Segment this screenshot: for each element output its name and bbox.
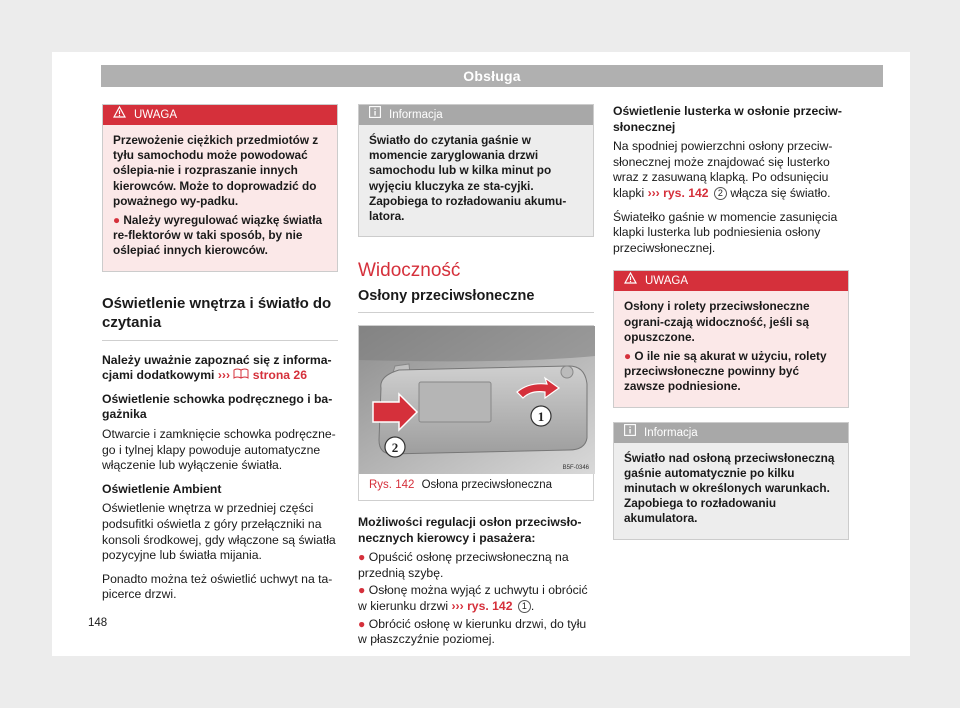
warning-box: [102, 104, 338, 272]
book-icon: [233, 368, 252, 382]
info-icon: [369, 105, 381, 125]
figure-label: Rys. 142: [369, 479, 415, 492]
info-label: Informacja: [389, 109, 443, 121]
callout-number: 1: [518, 600, 531, 613]
warning-header: [614, 271, 848, 291]
figure-caption: [359, 474, 593, 500]
figure-caption-text: Osłona przeciwsłoneczna: [421, 479, 552, 492]
column-middle: [358, 104, 594, 650]
bullet-icon: ●: [113, 213, 124, 228]
sun-visor-illustration: [359, 326, 595, 474]
paragraph-text: włącza się światło.: [730, 185, 831, 200]
section-title: Oświetlenie wnętrza i światło do czytania: [102, 294, 338, 341]
warning-bullet: [624, 349, 838, 395]
marker-1-label: 1: [537, 409, 545, 425]
warning-text: Osłony i rolety przeciwsłoneczne ograni-czają widoczność, jeśli są opuszczone.: [624, 299, 810, 344]
warning-bullet-text: O ile nie są akurat w użyciu, rolety przeciwsłoneczne powinny być zawsze podniesione.: [624, 348, 827, 394]
info-icon: [624, 423, 636, 443]
paragraph-text: Na spodniej powierzchni osłony przeciw-słonecznej może znajdować się lusterko wraz z zasuwaną klapką. Po odsunięciu klapki: [613, 139, 833, 200]
list-item-text: Opuścić osłonę przeciwsłoneczną na przednią szybę.: [358, 550, 569, 580]
callout-number: 2: [714, 187, 727, 200]
page-number: 148: [88, 617, 108, 629]
warning-icon: [113, 105, 126, 125]
paragraph: Oświetlenie wnętrza w przedniej części podsufitki oświetla z góry przełączniki na konsoli środkowej, gdy włączone są światła pozycyjne lub światła mijania.: [102, 501, 336, 563]
warning-bullet-text: Należy wyregulować wiązkę światła re-flektorów w taki sposób, by nie oślepiać innych kierowców.: [113, 213, 323, 258]
subsection-title: Oświetlenie schowka podręcznego i ba-gażnika: [102, 391, 333, 422]
paragraph: Otwarcie i zamknięcie schowka podręczne-go i tylnej klapy powoduje automatyczne włączenie lub wyłączenie światła.: [102, 427, 336, 473]
paragraph: [613, 139, 849, 201]
list-item-text: Obrócić osłonę w kierunku drzwi, do tyłu w płaszczyźnie poziomej.: [358, 616, 587, 647]
bullet-icon: ●: [358, 550, 369, 565]
subsection-title: Oświetlenie Ambient: [102, 481, 222, 496]
marker-2-label: 2: [391, 440, 399, 456]
warning-label: UWAGA: [134, 109, 178, 121]
info-box: [358, 104, 594, 237]
warning-label: UWAGA: [645, 275, 689, 288]
figure-link[interactable]: rys. 142: [467, 598, 513, 613]
warning-header: [103, 105, 337, 125]
see-arrow-icon: ›››: [451, 598, 464, 613]
column-left: [102, 104, 338, 611]
info-text: Światło do czytania gaśnie w momencie zaryglowania drzwi samochodu lub w kilka minut po wyjęciu kluczyka ze sta-cyjki. Zapobiega to rozładowaniu akumu-latora.: [369, 133, 567, 224]
list-item: ● Osłonę można wyjąć z uchwytu i obrócić w kierunku drzwi ››› rys. 142 1 .: [358, 583, 588, 613]
column-right: [613, 104, 849, 550]
chapter-heading: Widoczność: [358, 260, 461, 282]
subsection-title: Oświetlenie lusterka w osłonie przeciw-słonecznej: [613, 104, 842, 134]
intro-text: Należy uważnie zapoznać się z informa-cjami dodatkowymi: [102, 352, 332, 383]
warning-box: [613, 270, 849, 407]
warning-text: Przewożenie ciężkich przedmiotów z tyłu samochodu może powodować oślepia-nie i rozpraszanie innych kierowców. Może to doprowadzić do poważnego wy-padku.: [113, 133, 319, 208]
page-header: Obsługa: [101, 65, 883, 87]
bullet-icon: ●: [624, 348, 635, 363]
figure-code: B5F-0346: [562, 465, 589, 472]
warning-icon: [624, 271, 637, 291]
paragraph: Światełko gaśnie w momencie zasunięcia klapki lusterka lub podniesienia osłony przeciwsłonecznej.: [613, 209, 838, 255]
see-arrow-icon: ›››: [217, 368, 231, 383]
info-label: Informacja: [644, 426, 698, 439]
info-text: Światło nad osłoną przeciwsłoneczną gaśnie automatycznie po kilku minutach w określonych warunkach. Zapobiega to rozładowaniu akumulatora.: [624, 450, 835, 526]
warning-bullet: [113, 213, 327, 259]
figure-link[interactable]: rys. 142: [663, 185, 709, 200]
intro-paragraph: [102, 353, 338, 384]
figure: [358, 325, 594, 501]
bullet-icon: ●: [358, 583, 369, 598]
bullet-icon: ●: [358, 616, 369, 631]
manual-page: [52, 52, 910, 656]
list-item: [358, 550, 594, 581]
section-heading: Osłony przeciwsłoneczne: [358, 289, 594, 314]
list-item: [358, 617, 594, 648]
info-box: [613, 422, 849, 540]
subsection-title: Możliwości regulacji osłon przeciwsło-necznych kierowcy i pasażera:: [358, 515, 582, 545]
see-arrow-icon: ›››: [647, 185, 660, 200]
list-item-text: Osłonę można wyjąć z uchwytu i obrócić w kierunku drzwi: [358, 583, 588, 613]
paragraph: Ponadto można też oświetlić uchwyt na ta-picerce drzwi.: [102, 571, 333, 602]
info-header: [614, 423, 848, 443]
info-header: [359, 105, 593, 125]
intro-link[interactable]: strona 26: [252, 368, 307, 383]
